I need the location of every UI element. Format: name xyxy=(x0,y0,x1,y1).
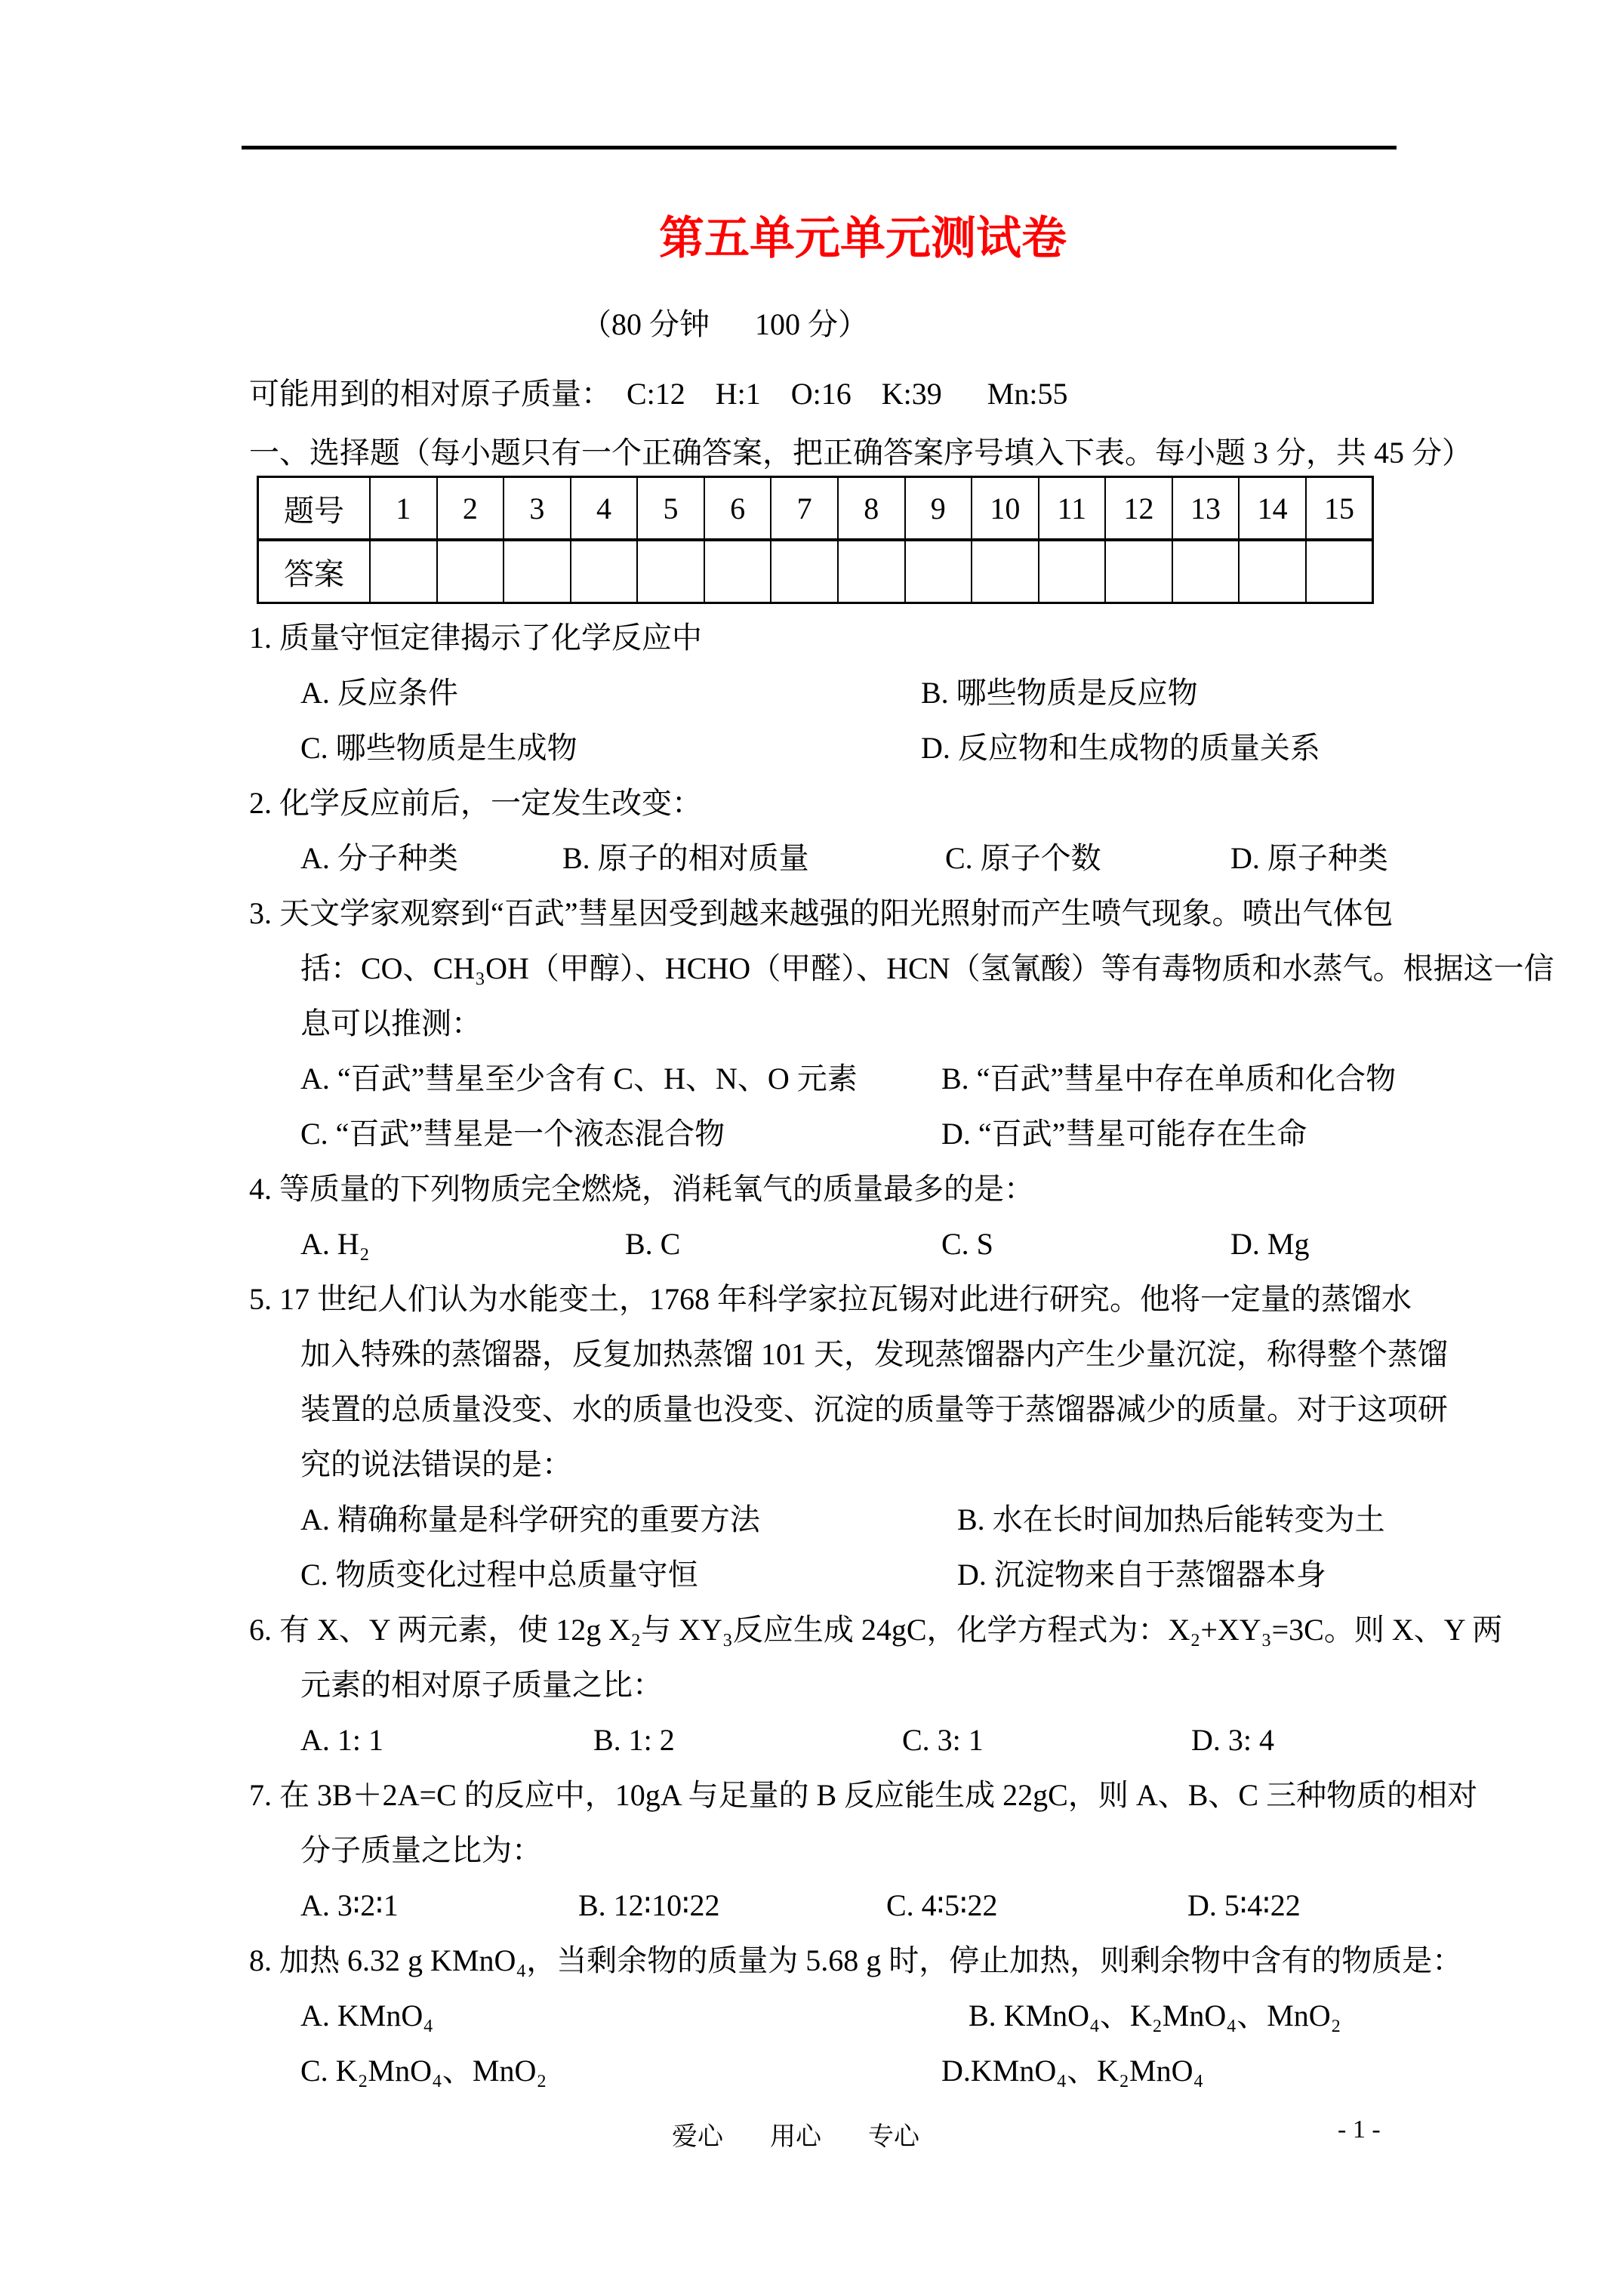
question-number-cell: 15 xyxy=(1306,477,1373,541)
question-8-option-d: D.KMnO₄、K₂MnO₄ xyxy=(941,2054,1204,2088)
question-4-option-b: B. C xyxy=(625,1227,681,1261)
question-8-stem: 8. 加热 6.32 g KMnO₄，当剩余物的质量为 5.68 g 时，停止加热，则剩余物中含有的物质是： xyxy=(249,1943,1463,1977)
question-3-stem-line-1: 3. 天文学家观察到“百武”彗星因受到越来越强的阳光照射而产生喷气现象。喷出气体包 xyxy=(249,896,1394,930)
answer-cell xyxy=(637,540,704,603)
answer-cell xyxy=(1039,540,1106,603)
answer-cell xyxy=(504,540,571,603)
question-number-cell: 5 xyxy=(637,477,704,541)
question-3 xyxy=(249,886,1554,1161)
question-2-option-a: A. 分子种类 xyxy=(300,841,458,875)
question-6 xyxy=(249,1602,1503,1767)
question-5-option-b: B. 水在长时间加热后能转变为土 xyxy=(957,1502,1385,1536)
answer-cell xyxy=(571,540,638,603)
answer-cell xyxy=(771,540,838,603)
question-5-stem-line-4: 究的说法错误的是： xyxy=(300,1447,572,1481)
question-number-cell: 2 xyxy=(437,477,504,541)
answer-table xyxy=(257,476,1374,604)
answer-cell xyxy=(905,540,972,603)
question-2-option-d: D. 原子种类 xyxy=(1230,841,1388,875)
question-6-options-row xyxy=(249,1712,1385,1767)
answer-cell xyxy=(972,540,1039,603)
question-2-options-row xyxy=(249,831,1388,886)
question-6-option-d: D. 3: 4 xyxy=(1191,1723,1274,1757)
question-6-option-b: B. 1: 2 xyxy=(593,1723,675,1757)
question-7-option-b: B. 12∶10∶22 xyxy=(578,1888,720,1922)
answer-cell xyxy=(1239,540,1306,603)
page-title: 第五单元单元测试卷 xyxy=(659,214,1067,264)
question-7-options-row xyxy=(249,1878,1385,1933)
question-7-option-a: A. 3∶2∶1 xyxy=(300,1888,399,1922)
question-2-option-c: C. 原子个数 xyxy=(945,841,1101,875)
question-8-option-c: C. K₂MnO₄、MnO₂ xyxy=(300,2054,547,2088)
question-7-option-c: C. 4∶5∶22 xyxy=(886,1888,998,1922)
question-number-cell: 14 xyxy=(1239,477,1306,541)
answer-cell xyxy=(370,540,437,603)
question-list xyxy=(249,610,1554,2098)
question-1-option-d: D. 反应物和生成物的质量关系 xyxy=(921,731,1320,765)
question-5-option-d: D. 沉淀物来自于蒸馏器本身 xyxy=(957,1558,1326,1592)
question-8-options-row-2 xyxy=(249,2043,1385,2098)
question-4 xyxy=(249,1161,1385,1271)
footer-motto xyxy=(672,2116,919,2153)
question-5-options-row-2 xyxy=(249,1547,1385,1602)
footer-motto-word: 专心 xyxy=(868,2123,919,2151)
question-1-stem: 1. 质量守恒定律揭示了化学反应中 xyxy=(249,621,702,655)
question-4-stem: 4. 等质量的下列物质完全燃烧，消耗氧气的质量最多的是： xyxy=(249,1172,1034,1206)
question-number-cell: 6 xyxy=(704,477,771,541)
footer-motto-word: 用心 xyxy=(770,2123,821,2151)
question-5-stem-line-1: 5. 17 世纪人们认为水能变土，1768 年科学家拉瓦锡对此进行研究。他将一定量的蒸馏水 xyxy=(249,1282,1412,1316)
question-5-options-row-1 xyxy=(249,1492,1385,1547)
question-1 xyxy=(249,610,1385,775)
question-number-cell: 4 xyxy=(571,477,638,541)
header-label-cell: 题号 xyxy=(258,477,371,541)
question-number-cell: 10 xyxy=(972,477,1039,541)
question-3-stem-line-2: 括：CO、CH₃OH（甲醇）、HCHO（甲醛）、HCN（氢氰酸）等有毒物质和水蒸气。根据这一信 xyxy=(300,951,1554,985)
question-1-options-row-1 xyxy=(249,665,1385,720)
question-3-option-d: D. “百武”彗星可能存在生命 xyxy=(941,1117,1307,1151)
question-8-options-row-1 xyxy=(249,1988,1385,2043)
question-8 xyxy=(249,1933,1463,2098)
question-2-stem: 2. 化学反应前后，一定发生改变： xyxy=(249,786,702,820)
question-number-cell: 9 xyxy=(905,477,972,541)
question-number-cell: 11 xyxy=(1039,477,1106,541)
question-2 xyxy=(249,775,1388,886)
question-3-option-a: A. “百武”彗星至少含有 C、H、N、O 元素 xyxy=(300,1062,858,1096)
question-3-options-row-1 xyxy=(249,1051,1397,1106)
question-3-stem-line-3: 息可以推测： xyxy=(300,1006,482,1040)
question-4-option-a: A. H₂ xyxy=(300,1227,370,1261)
answer-label-cell: 答案 xyxy=(258,540,371,603)
exam-duration-score: （80 分钟 100 分） xyxy=(581,307,868,341)
page-number: - 1 - xyxy=(1338,2116,1381,2143)
question-5-stem-line-2: 加入特殊的蒸馏器，反复加热蒸馏 101 天，发现蒸馏器内产生少量沉淀，称得整个蒸馏 xyxy=(300,1337,1448,1371)
answer-cell xyxy=(1172,540,1240,603)
question-7-stem-line-2: 分子质量之比为： xyxy=(300,1833,542,1867)
question-3-option-b: B. “百武”彗星中存在单质和化合物 xyxy=(941,1062,1397,1096)
answer-cell xyxy=(437,540,504,603)
question-3-options-row-2 xyxy=(249,1106,1385,1161)
section-heading: 一、选择题（每小题只有一个正确答案，把正确答案序号填入下表。每小题 3 分，共 45 分） xyxy=(249,436,1472,470)
question-5-option-a: A. 精确称量是科学研究的重要方法 xyxy=(300,1502,760,1536)
question-6-option-a: A. 1: 1 xyxy=(300,1723,383,1757)
question-5-stem-line-3: 装置的总质量没变、水的质量也没变、沉淀的质量等于蒸馏器减少的质量。对于这项研 xyxy=(300,1392,1448,1426)
question-number-cell: 8 xyxy=(838,477,905,541)
question-7-stem-line-1: 7. 在 3B＋2A=C 的反应中，10gA 与足量的 B 反应能生成 22gC，则 A、B、C 三种物质的相对 xyxy=(249,1778,1478,1812)
answer-table-header-row xyxy=(258,477,1373,541)
question-number-cell: 13 xyxy=(1172,477,1240,541)
question-1-options-row-2 xyxy=(249,720,1385,775)
answer-cell xyxy=(838,540,905,603)
question-4-option-c: C. S xyxy=(941,1227,993,1261)
question-6-stem-line-2: 元素的相对原子质量之比： xyxy=(300,1668,663,1702)
question-1-option-a: A. 反应条件 xyxy=(300,676,458,710)
question-number-cell: 3 xyxy=(504,477,571,541)
question-7 xyxy=(249,1767,1478,1933)
question-4-options-row xyxy=(249,1216,1385,1271)
header-rule xyxy=(242,146,1397,149)
answer-cell xyxy=(704,540,771,603)
question-number-cell: 12 xyxy=(1105,477,1172,541)
question-6-stem-line-1: 6. 有 X、Y 两元素，使 12g X₂与 XY₃反应生成 24gC，化学方程式为：X₂+XY₃=3C。则 X、Y 两 xyxy=(249,1613,1503,1647)
question-number-cell: 7 xyxy=(771,477,838,541)
answer-table-answer-row xyxy=(258,540,1373,603)
question-5 xyxy=(249,1271,1448,1602)
question-2-option-b: B. 原子的相对质量 xyxy=(562,841,809,875)
question-8-option-b: B. KMnO₄、K₂MnO₄、MnO₂ xyxy=(969,1999,1341,2032)
atomic-mass-note: 可能用到的相对原子质量： C:12 H:1 O:16 K:39 Mn:55 xyxy=(249,377,1068,411)
question-3-option-c: C. “百武”彗星是一个液态混合物 xyxy=(300,1117,725,1151)
question-7-option-d: D. 5∶4∶22 xyxy=(1187,1888,1301,1922)
footer-motto-word: 爱心 xyxy=(672,2123,723,2151)
question-6-option-c: C. 3: 1 xyxy=(902,1723,984,1757)
question-1-option-c: C. 哪些物质是生成物 xyxy=(300,731,577,765)
question-1-option-b: B. 哪些物质是反应物 xyxy=(921,676,1198,710)
question-number-cell: 1 xyxy=(370,477,437,541)
answer-cell xyxy=(1105,540,1172,603)
answer-cell xyxy=(1306,540,1373,603)
question-5-option-c: C. 物质变化过程中总质量守恒 xyxy=(300,1558,698,1592)
question-8-option-a: A. KMnO₄ xyxy=(300,1999,434,2032)
question-4-option-d: D. Mg xyxy=(1230,1227,1310,1261)
